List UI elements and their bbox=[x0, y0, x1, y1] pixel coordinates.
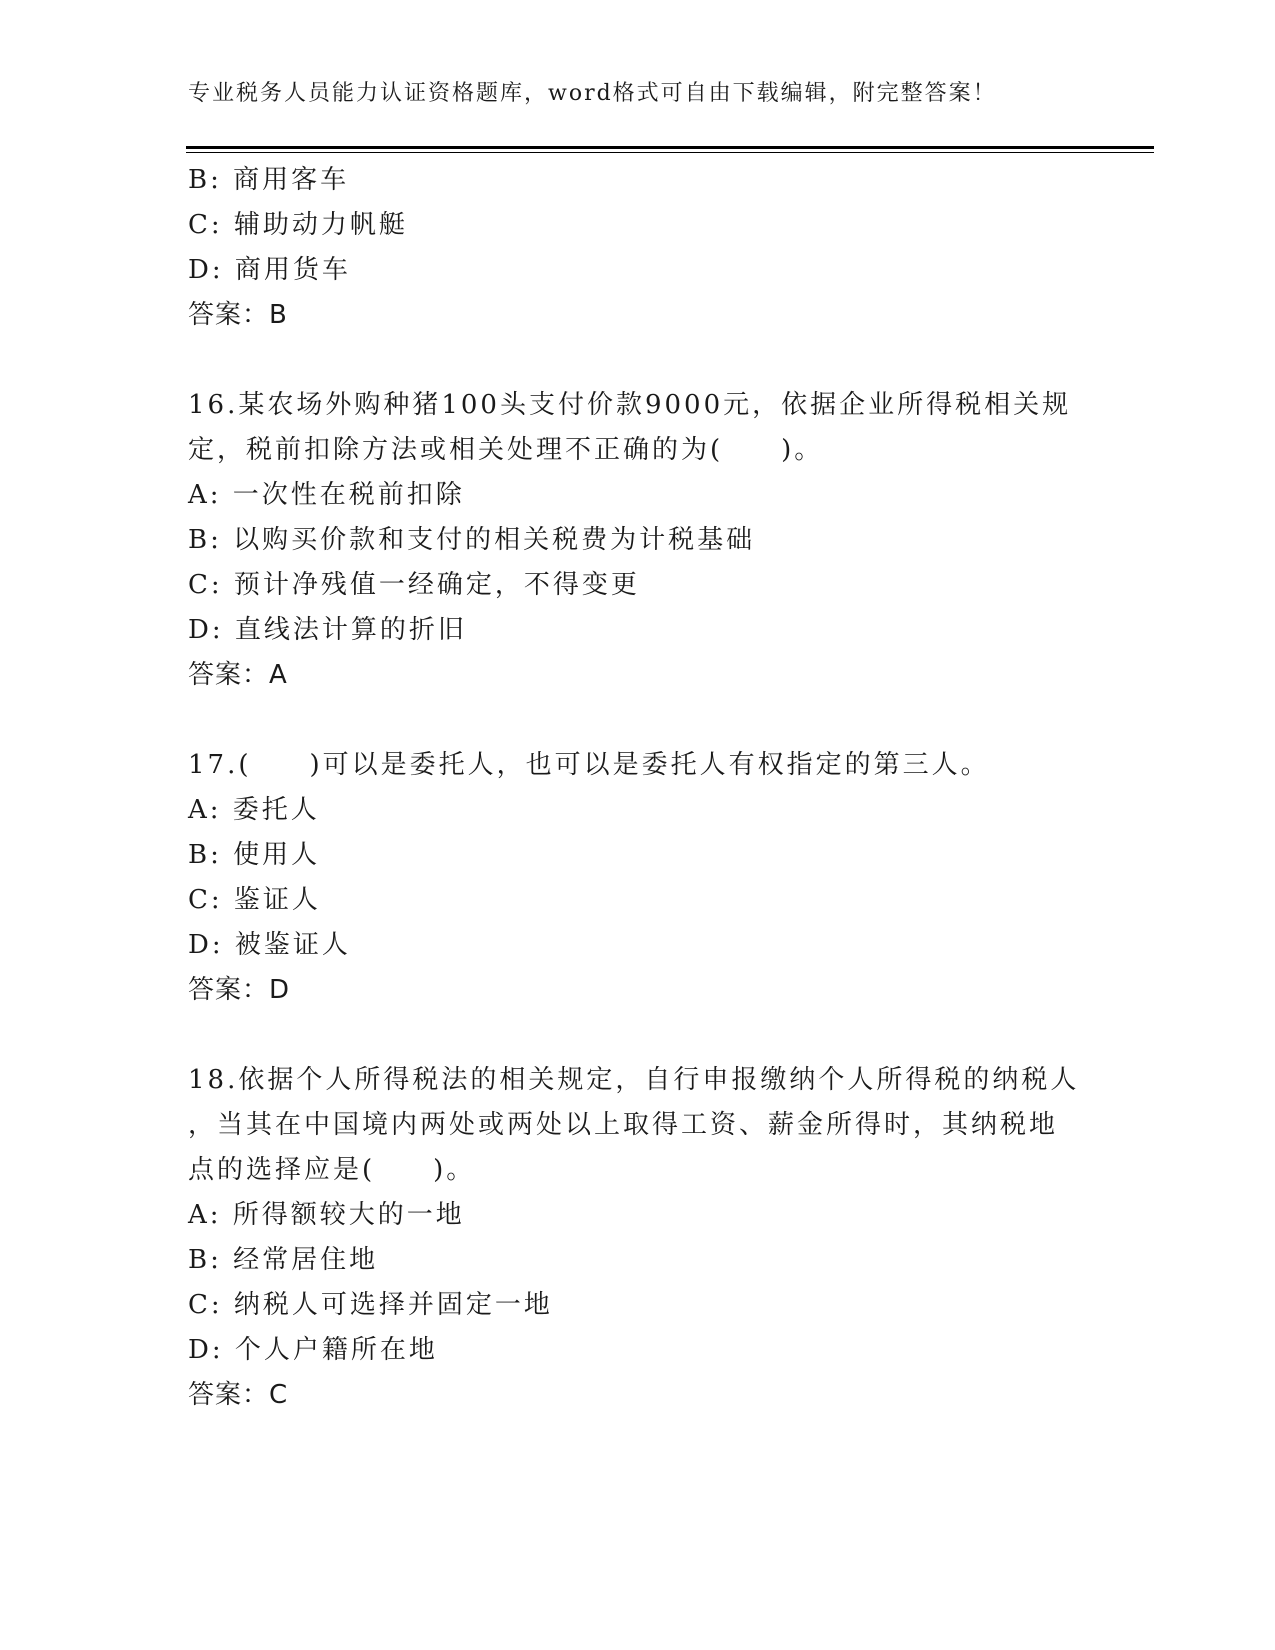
option-b: B: 以购买价款和支付的相关税费为计税基础 bbox=[188, 525, 756, 555]
answer: 答案：B bbox=[188, 300, 288, 330]
option-c: C: 预计净残值一经确定，不得变更 bbox=[188, 570, 640, 600]
question-text: 18.依据个人所得税法的相关规定，自行申报缴纳个人所得税的纳税人 bbox=[188, 1065, 1080, 1095]
question-text: 定，税前扣除方法或相关处理不正确的为( )。 bbox=[188, 435, 824, 465]
option-b: B: 经常居住地 bbox=[188, 1245, 379, 1275]
spacer bbox=[188, 338, 1088, 383]
option-c: C: 鉴证人 bbox=[188, 885, 321, 915]
option-c: C: 纳税人可选择并固定一地 bbox=[188, 1290, 553, 1320]
option-b: B: 商用客车 bbox=[188, 165, 350, 195]
header-rule-thin bbox=[186, 152, 1154, 153]
spacer bbox=[188, 698, 1088, 743]
option-d: D: 个人户籍所在地 bbox=[188, 1335, 438, 1365]
question-18 bbox=[188, 1058, 1088, 1418]
option-d: D: 被鉴证人 bbox=[188, 930, 351, 960]
option-a: A: 所得额较大的一地 bbox=[188, 1200, 465, 1230]
spacer bbox=[188, 1013, 1088, 1058]
option-c: C: 辅助动力帆艇 bbox=[188, 210, 408, 240]
question-16 bbox=[188, 383, 1088, 698]
option-a: A: 一次性在税前扣除 bbox=[188, 480, 465, 510]
option-b: B: 使用人 bbox=[188, 840, 321, 870]
question-text: 16.某农场外购种猪100头支付价款9000元，依据企业所得税相关规 bbox=[188, 390, 1072, 420]
question-15-tail bbox=[188, 158, 1088, 338]
answer: 答案：D bbox=[188, 975, 291, 1005]
question-text: ，当其在中国境内两处或两处以上取得工资、薪金所得时，其纳税地 bbox=[188, 1110, 1059, 1140]
question-17 bbox=[188, 743, 1088, 1013]
header-rule bbox=[186, 146, 1154, 149]
page-header: 专业税务人员能力认证资格题库，word格式可自由下载编辑，附完整答案！ bbox=[188, 81, 997, 106]
answer: 答案：A bbox=[188, 660, 288, 690]
question-text: 点的选择应是( )。 bbox=[188, 1155, 476, 1185]
option-d: D: 商用货车 bbox=[188, 255, 351, 285]
question-content bbox=[188, 158, 1088, 1418]
option-a: A: 委托人 bbox=[188, 795, 320, 825]
answer: 答案：C bbox=[188, 1380, 289, 1410]
question-text: 17.( )可以是委托人，也可以是委托人有权指定的第三人。 bbox=[188, 750, 990, 780]
option-d: D: 直线法计算的折旧 bbox=[188, 615, 467, 645]
